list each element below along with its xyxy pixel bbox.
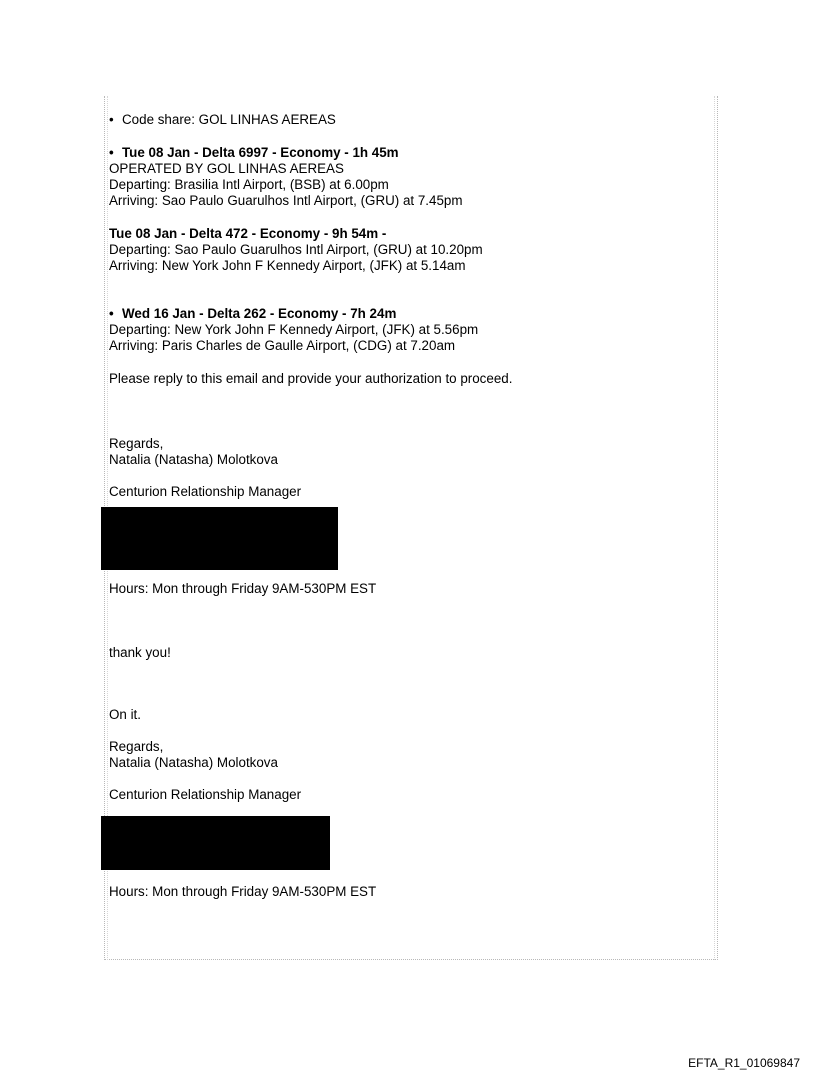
bullet-icon: •: [109, 112, 114, 127]
signature2-hours: Hours: Mon through Friday 9AM-530PM EST: [109, 884, 377, 899]
flight3-header: [109, 306, 396, 322]
document-id: EFTA_R1_01069847: [688, 1056, 800, 1070]
signature2-name: Natalia (Natasha) Molotkova: [109, 755, 278, 770]
flight2-departing: Departing: Sao Paulo Guarulhos Intl Airport, (GRU) at 10.20pm: [109, 242, 483, 257]
flight3-header-text: Wed 16 Jan - Delta 262 - Economy - 7h 24m: [122, 306, 397, 321]
flight1-header: [109, 145, 399, 161]
flight1-header-text: Tue 08 Jan - Delta 6997 - Economy - 1h 45m: [122, 145, 399, 160]
code-share-line: [109, 112, 336, 128]
thank-you-text: thank you!: [109, 645, 171, 660]
on-it-text: On it.: [109, 707, 141, 722]
signature1-title: Centurion Relationship Manager: [109, 484, 302, 499]
bullet-icon: •: [109, 145, 114, 160]
flight3-departing: Departing: New York John F Kennedy Airport, (JFK) at 5.56pm: [109, 322, 479, 337]
flight3-arriving: Arriving: Paris Charles de Gaulle Airport, (CDG) at 7.20am: [109, 338, 456, 353]
signature2-regards: Regards,: [109, 739, 164, 754]
flight2-arriving: Arriving: New York John F Kennedy Airport, (JFK) at 5.14am: [109, 258, 466, 273]
signature1-name: Natalia (Natasha) Molotkova: [109, 452, 278, 467]
redaction-block: [101, 507, 338, 570]
signature1-hours: Hours: Mon through Friday 9AM-530PM EST: [109, 581, 377, 596]
signature2-title: Centurion Relationship Manager: [109, 787, 302, 802]
authorization-text: Please reply to this email and provide your authorization to proceed.: [109, 371, 513, 386]
flight1-departing: Departing: Brasilia Intl Airport, (BSB) at 6.00pm: [109, 177, 389, 192]
flight1-operated: OPERATED BY GOL LINHAS AEREAS: [109, 161, 344, 176]
frame-right-rule: [714, 96, 715, 960]
flight2-header: Tue 08 Jan - Delta 472 - Economy - 9h 54m -: [109, 226, 387, 241]
bullet-icon: •: [109, 306, 114, 321]
redaction-block: [101, 816, 330, 870]
flight1-arriving: Arriving: Sao Paulo Guarulhos Intl Airport, (GRU) at 7.45pm: [109, 193, 463, 208]
code-share-text: Code share: GOL LINHAS AEREAS: [122, 112, 336, 127]
signature1-regards: Regards,: [109, 436, 164, 451]
